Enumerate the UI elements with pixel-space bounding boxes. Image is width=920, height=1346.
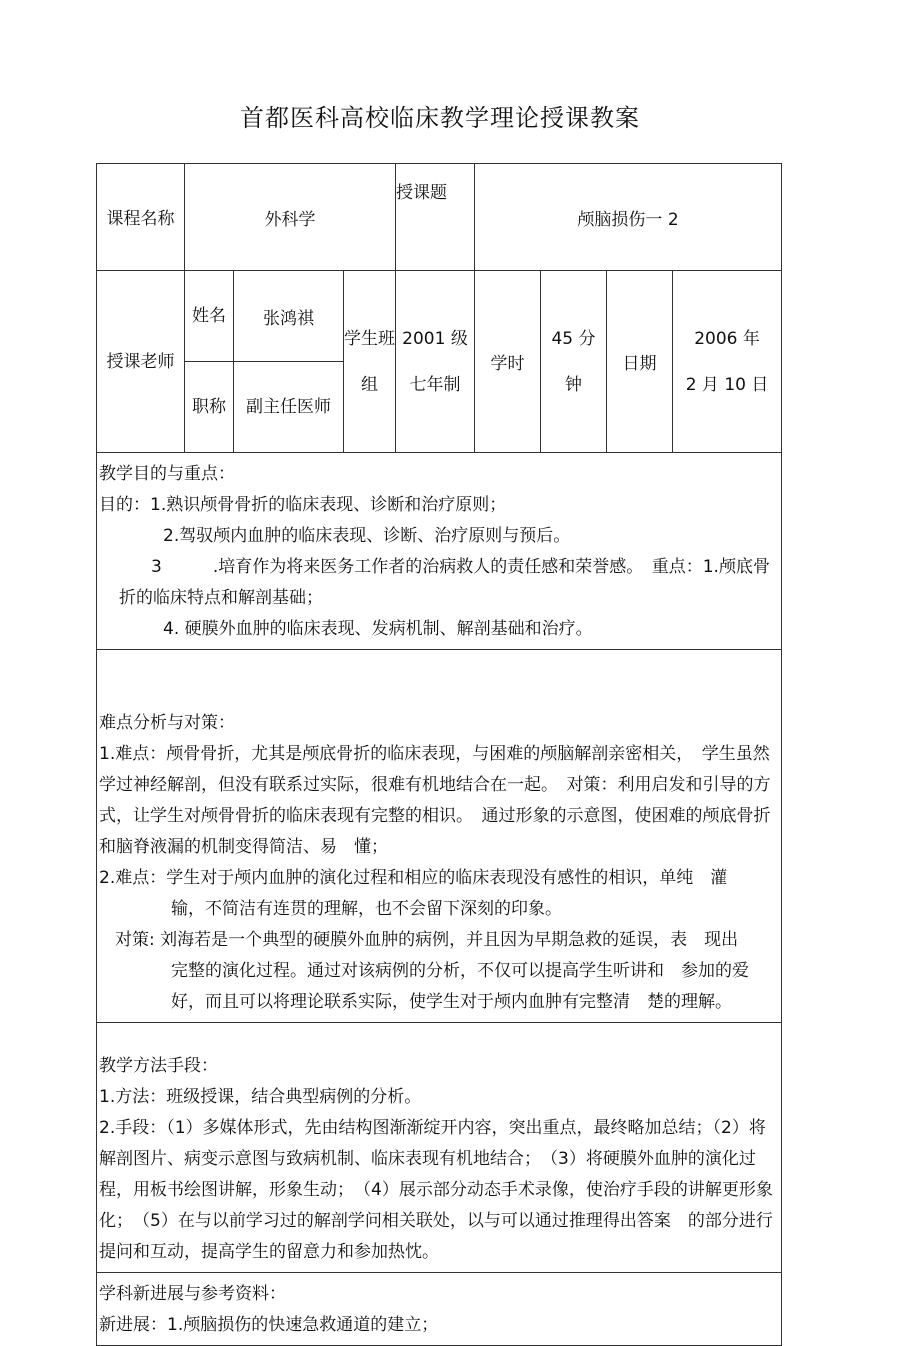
title-value: 副主任医师 [234, 362, 344, 453]
difficulties-heading: 难点分析与对策： [99, 713, 235, 733]
date-value-line1: 2006 年 [694, 328, 760, 349]
difficulties-p3b: 完整的演化过程。通过对该病例的分析，不仅可以提高学生听讲和 参加的爱好，而且可以将理论联系实际，使学生对于颅内血肿有完整清 楚的理解。 [171, 961, 749, 1012]
name-value: 张鸿祺 [234, 271, 344, 362]
difficulties-section [97, 650, 782, 1023]
name-label: 姓名 [185, 271, 234, 362]
objectives-line1: 目的：1.熟识颅骨骨折的临床表现、诊断和治疗原则； [99, 495, 507, 515]
methods-heading: 教学方法手段： [99, 1056, 218, 1076]
hours-value-line1: 45 分 [551, 328, 596, 349]
objectives-row [97, 453, 782, 650]
progress-row [97, 1273, 782, 1346]
teacher-label: 授课老师 [97, 271, 185, 453]
difficulties-p3a: 对策: 刘海若是一个典型的硬膜外血肿的病例，并且因为早期急救的延误，表 现出 [115, 930, 739, 950]
course-name-label: 课程名称 [97, 164, 185, 271]
date-value [673, 271, 782, 453]
progress-line1: 新进展：1.颅脑损伤的快速急救通道的建立； [99, 1315, 439, 1335]
class-value-line2: 七年制 [409, 374, 461, 395]
objectives-line4: 4. 硬膜外血肿的临床表现、发病机制、解剖基础和治疗。 [163, 619, 593, 639]
course-row [97, 164, 782, 271]
objectives-section [97, 453, 782, 650]
hours-value [541, 271, 607, 453]
methods-line1: 1.方法：班级授课，结合典型病例的分析。 [99, 1087, 422, 1107]
hours-label: 学时 [475, 271, 541, 453]
methods-line2: 2.手段：（1）多媒体形式，先由结构图渐渐绽开内容，突出重点，最终略加总结；（2）将解剖图片、病变示意图与致病机制、临床表现有机地结合； （3）将硬膜外血肿的演化过程，用板书绘图讲解，形象生动； （4）展示部分动态手术录像，使治疗手段的讲解更形象化； （5）在与以前学习过的解剖学问相关联处，以与可以通过推理得出答案 的部分进行提问和互动，提高学生的留意力和参加热忱。 [99, 1118, 773, 1262]
course-name-value: 外科学 [185, 164, 396, 271]
objectives-line2: 2.驾驭颅内血肿的临床表现、诊断、治疗原则与预后。 [163, 526, 571, 546]
class-label: 学生班组 [344, 271, 396, 453]
date-label: 日期 [607, 271, 673, 453]
objectives-line3: 3 .培育作为将来医务工作者的治病救人的责任感和荣誉感。 重点：1.颅底骨折的临床特点和解剖基础； [119, 557, 770, 608]
page-title: 首都医科高校临床教学理论授课教案 [240, 104, 640, 132]
teacher-row-1 [97, 271, 782, 362]
objectives-heading: 教学目的与重点： [99, 464, 235, 484]
date-value-line2: 2 月 10 日 [685, 374, 769, 395]
progress-section [97, 1273, 782, 1346]
title-label: 职称 [185, 362, 234, 453]
difficulties-p2b: 输，不简洁有连贯的理解，也不会留下深刻的印象。 [171, 899, 562, 919]
progress-heading: 学科新进展与参考资料： [99, 1284, 286, 1304]
class-value [396, 271, 475, 453]
difficulties-row [97, 650, 782, 1023]
difficulties-p2a: 2.难点：学生对于颅内血肿的演化过程和相应的临床表现没有感性的相识，单纯 灌 [99, 868, 728, 888]
topic-label: 授课题 [396, 164, 475, 271]
topic-value: 颅脑损伤一 2 [475, 164, 782, 271]
lesson-plan-table [96, 163, 781, 1346]
methods-section [97, 1023, 782, 1273]
hours-value-line2: 钟 [565, 374, 583, 395]
class-value-line1: 2001 级 [402, 328, 468, 349]
difficulties-p1: 1.难点：颅骨骨折，尤其是颅底骨折的临床表现，与困难的颅脑解剖亲密相关， 学生虽然学过神经解剖，但没有联系过实际，很难有机地结合在一起。 对策：利用启发和引导的方式，让学生对颅骨骨折的临床表现有完整的相识。 通过形象的示意图，使困难的颅底骨折和脑脊液漏的机制变得简洁、易 懂； [99, 744, 771, 857]
methods-row [97, 1023, 782, 1273]
